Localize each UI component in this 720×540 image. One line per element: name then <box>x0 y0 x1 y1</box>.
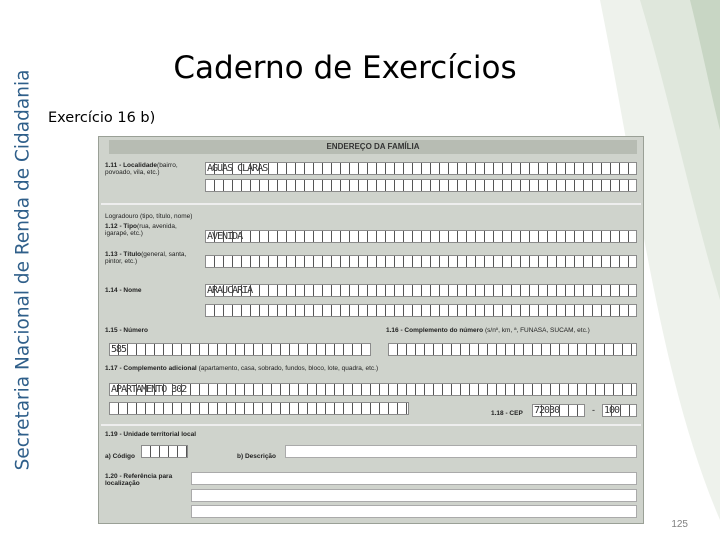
field-1-18-label: 1.18 - CEP <box>491 410 523 417</box>
cep-part-2-value: 100 <box>604 405 620 416</box>
localidade-input[interactable] <box>205 162 637 175</box>
family-address-form <box>98 136 644 524</box>
localidade-input-line-2[interactable] <box>205 179 637 192</box>
descricao-label: b) Descrição <box>237 453 277 460</box>
referencia-input-line-2[interactable] <box>191 489 637 502</box>
complemento-adicional-value: APARTAMENTO 302 <box>111 384 187 395</box>
referencia-input[interactable] <box>191 472 637 485</box>
exercise-subtitle: Exercício 16 b) <box>48 110 156 126</box>
localidade-value: AGUAS CLARAS <box>207 163 268 174</box>
field-1-19-label: 1.19 - Unidade territorial local <box>105 431 197 438</box>
logradouro-label: Logradouro (tipo, título, nome) <box>105 213 193 220</box>
field-1-14-label: 1.14 - Nome <box>105 287 142 294</box>
descricao-input[interactable] <box>285 445 637 458</box>
side-title: Secretaria Nacional de Renda de Cidadania <box>12 69 34 471</box>
tipo-input[interactable] <box>205 230 637 243</box>
page-number: 125 <box>671 519 688 530</box>
complemento-adicional-input[interactable] <box>109 383 637 396</box>
field-1-11-label: 1.11 - Localidade(bairro, povoado, vila, etc.) <box>105 162 178 177</box>
codigo-label: a) Código <box>105 453 135 460</box>
tipo-value: AVENIDA <box>207 231 243 242</box>
codigo-input[interactable] <box>141 445 188 458</box>
field-1-13-label: 1.13 - Título(general, santa, pintor, etc.) <box>105 251 187 266</box>
page-title: Caderno de Exercícios <box>173 50 517 86</box>
numero-input[interactable] <box>109 343 371 356</box>
nome-input-line-2[interactable] <box>205 304 637 317</box>
form-header: ENDEREÇO DA FAMÍLIA <box>109 140 637 154</box>
divider <box>101 424 641 426</box>
referencia-input-line-3[interactable] <box>191 505 637 518</box>
field-1-16-label: 1.16 - Complemento do número (s/nº, km, ª, FUNASA, SUCAM, etc.) <box>386 327 590 334</box>
nome-input[interactable] <box>205 284 637 297</box>
cep-dash: - <box>592 405 595 415</box>
titulo-input[interactable] <box>205 255 637 268</box>
nome-value: ARAUCARIA <box>207 285 253 296</box>
numero-value: 585 <box>111 344 127 355</box>
divider <box>101 203 641 205</box>
complemento-numero-input[interactable] <box>388 343 637 356</box>
field-1-12-label: 1.12 - Tipo(rua, avenida, igarapé, etc.) <box>105 223 177 238</box>
field-1-20-label: 1.20 - Referência para localização <box>105 473 173 488</box>
cep-part-1-value: 72030 <box>534 405 560 416</box>
complemento-adicional-input-line-2[interactable] <box>109 402 409 415</box>
field-1-15-label: 1.15 - Número <box>105 327 148 334</box>
field-1-17-label: 1.17 - Complemento adicional (apartamento, casa, sobrado, fundos, bloco, lote, quadra, etc.) <box>105 365 379 372</box>
